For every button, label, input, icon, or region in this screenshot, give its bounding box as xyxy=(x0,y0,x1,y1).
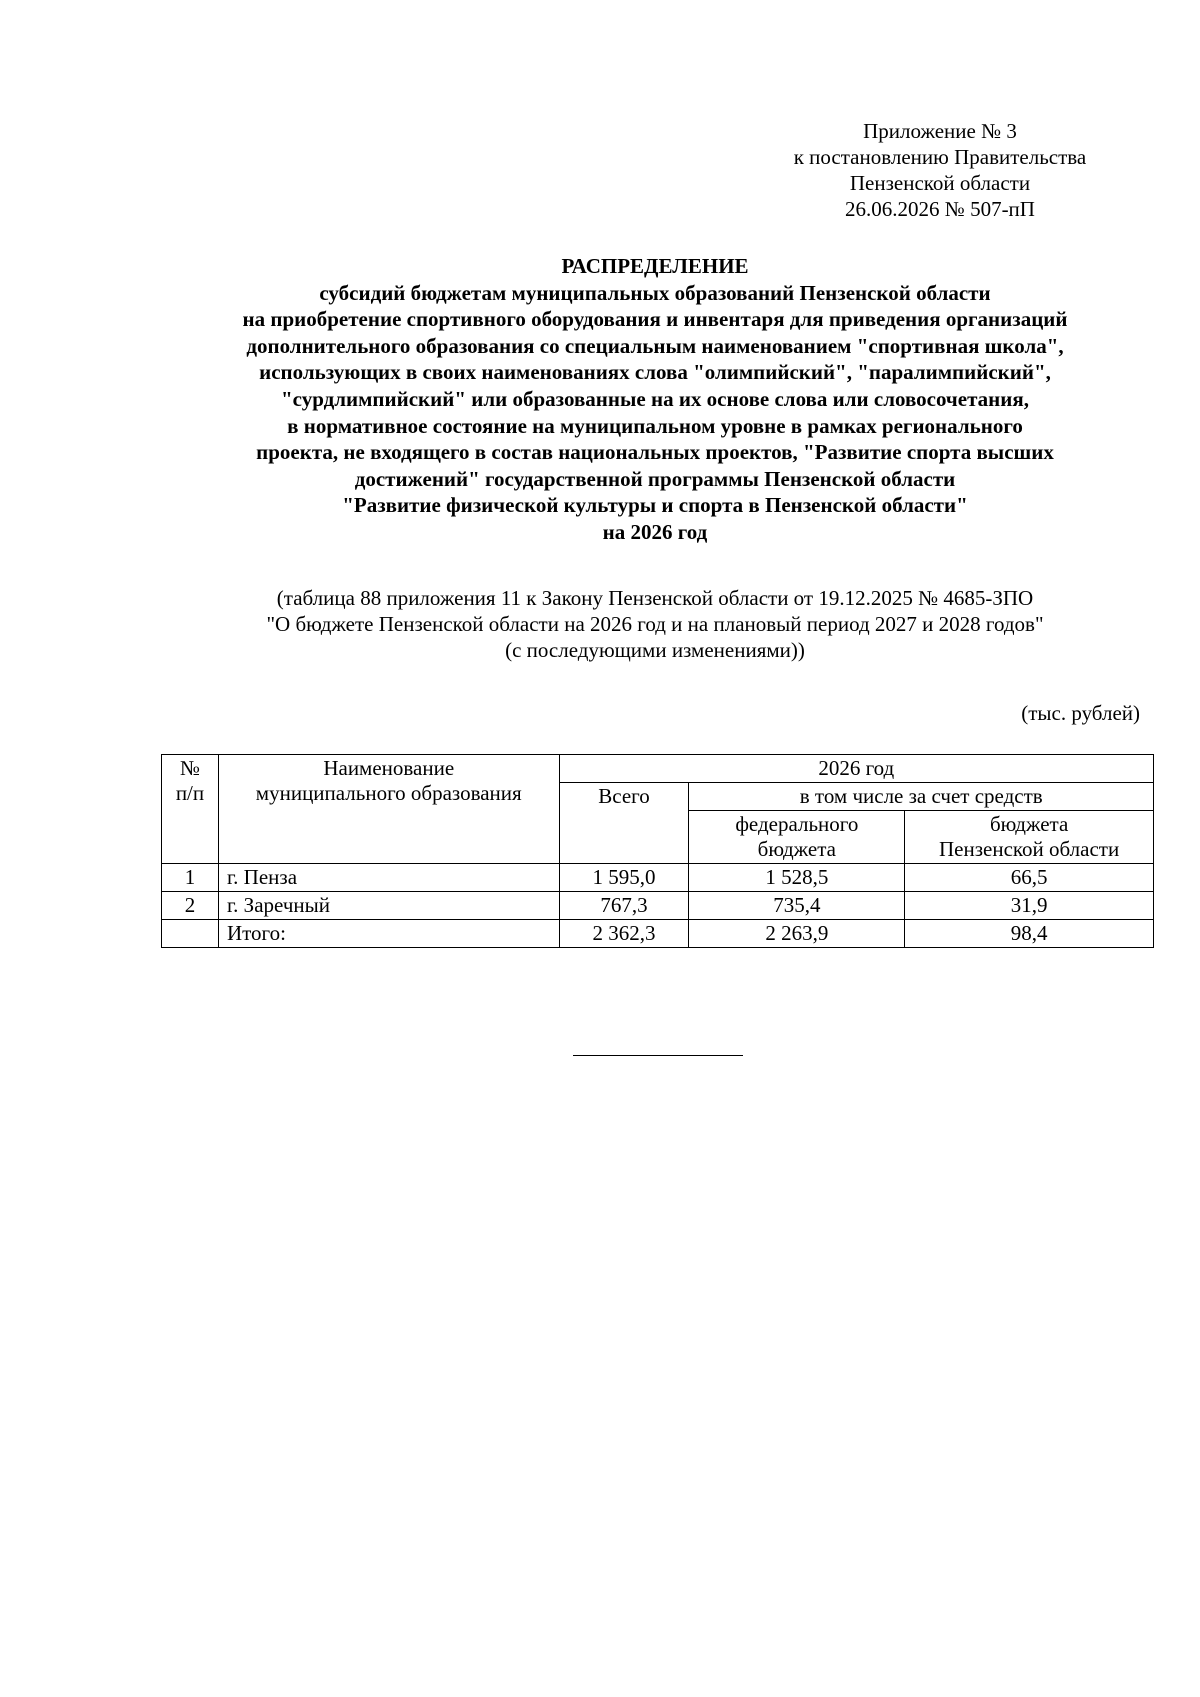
table-header-row xyxy=(162,755,1154,783)
title-heading: РАСПРЕДЕЛЕНИЕ xyxy=(561,254,749,278)
appendix-reference: к постановлению Правительства xyxy=(793,145,1087,169)
cell-totals-label: Итого: xyxy=(218,920,559,948)
table-totals-row xyxy=(162,920,1154,948)
cell-name: г. Заречный xyxy=(218,892,559,920)
cell-federal: 735,4 xyxy=(689,892,905,920)
appendix-number: Приложение № 3 xyxy=(863,119,1017,143)
document-subtitle xyxy=(140,585,1170,663)
cell-num-empty xyxy=(162,920,219,948)
header-total: Всего xyxy=(559,783,689,864)
cell-name: г. Пенза xyxy=(218,864,559,892)
table-row xyxy=(162,864,1154,892)
header-federal: федерального бюджета xyxy=(689,811,905,864)
title-line: в нормативное состояние на муниципальном уровне в рамках регионального xyxy=(287,413,1023,438)
subtitle-line: "О бюджете Пензенской области на 2026 год и на плановый период 2027 и 2028 годов" xyxy=(266,612,1044,636)
header-including: в том числе за счет средств xyxy=(689,783,1154,811)
cell-regional: 98,4 xyxy=(905,920,1154,948)
appendix-date-number: 26.06.2026 № 507-пП xyxy=(845,197,1035,221)
title-line: на 2026 год xyxy=(602,519,708,544)
title-line: дополнительного образования со специальным наименованием "спортивная школа", xyxy=(246,333,1064,358)
appendix-block xyxy=(770,118,1110,222)
title-line: на приобретение спортивного оборудования и инвентаря для приведения организаций xyxy=(242,307,1068,332)
cell-regional: 66,5 xyxy=(905,864,1154,892)
cell-federal: 2 263,9 xyxy=(689,920,905,948)
header-name: Наименование муниципального образования xyxy=(218,755,559,864)
table-row xyxy=(162,892,1154,920)
end-divider xyxy=(573,1055,743,1056)
header-num: № п/п xyxy=(162,755,219,864)
document-title xyxy=(140,253,1170,546)
header-regional: бюджета Пензенской области xyxy=(905,811,1154,864)
cell-federal: 1 528,5 xyxy=(689,864,905,892)
cell-total: 2 362,3 xyxy=(559,920,689,948)
title-line: субсидий бюджетам муниципальных образований Пензенской области xyxy=(319,280,991,305)
title-line: достижений" государственной программы Пензенской области xyxy=(354,466,956,491)
title-line: проекта, не входящего в состав национальных проектов, "Развитие спорта высших xyxy=(256,440,1054,465)
cell-num: 1 xyxy=(162,864,219,892)
appendix-region: Пензенской области xyxy=(849,171,1031,195)
cell-total: 1 595,0 xyxy=(559,864,689,892)
units-label: (тыс. рублей) xyxy=(1021,701,1140,725)
title-line: "Развитие физической культуры и спорта в Пензенской области" xyxy=(342,493,968,518)
title-line: использующих в своих наименованиях слова "олимпийский", "паралимпийский", xyxy=(259,360,1051,385)
cell-total: 767,3 xyxy=(559,892,689,920)
cell-regional: 31,9 xyxy=(905,892,1154,920)
subtitle-line: (с последующими изменениями)) xyxy=(505,638,805,662)
subtitle-line: (таблица 88 приложения 11 к Закону Пензенской области от 19.12.2025 № 4685-ЗПО xyxy=(276,586,1034,610)
distribution-table xyxy=(161,754,1154,948)
header-year: 2026 год xyxy=(559,755,1153,783)
cell-num: 2 xyxy=(162,892,219,920)
title-line: "сурдлимпийский" или образованные на их основе слова или словосочетания, xyxy=(281,386,1029,411)
